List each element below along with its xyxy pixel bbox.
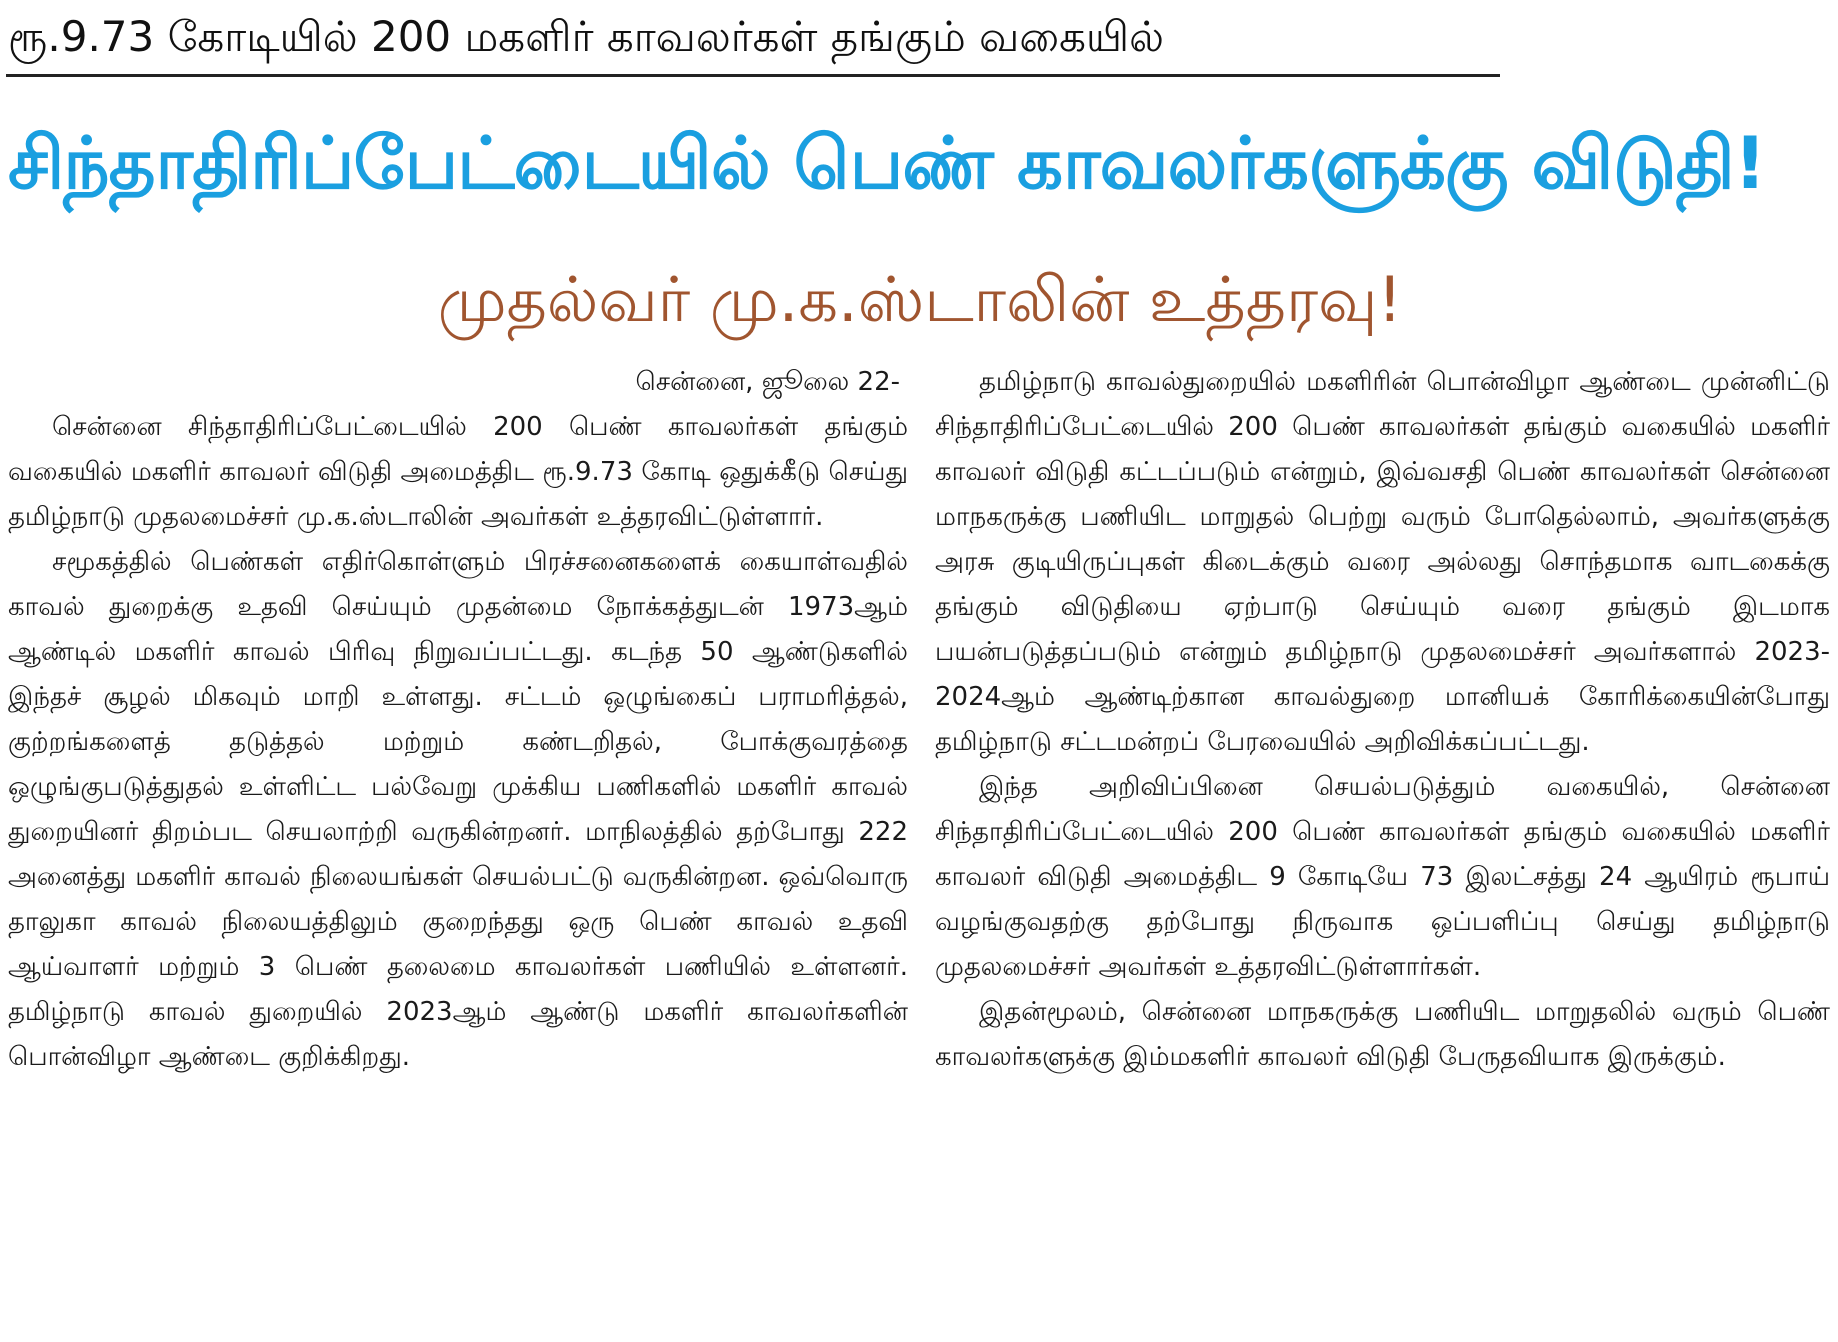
body-paragraph: சமூகத்தில் பெண்கள் எதிர்கொள்ளும் பிரச்சனைகளைக் கையாள்வதில் காவல் துறைக்கு உதவி செய்யும் முதன்மை நோக்கத்துடன் 1973ஆம் ஆண்டில் மகளிர் காவல் பிரிவு நிறுவப்பட்டது. கடந்த 50 ஆண்டுகளில் இந்தச் சூழல் மிகவும் மாறி உள்ளது. சட்டம் ஒழுங்கைப் பராமரித்தல், குற்றங்களைத் தடுத்தல் மற்றும் கண்டறிதல், போக்குவரத்தை ஒழுங்குபடுத்துதல் உள்ளிட்ட பல்வேறு முக்கிய பணிகளில் மகளிர் காவல் துறையினர் திறம்பட செயலாற்றி வருகின்றனர். மாநிலத்தில் தற்போது 222 அனைத்து மகளிர் காவல் நிலையங்கள் செயல்பட்டு வருகின்றன. ஒவ்வொரு தாலுகா காவல் நிலையத்திலும் குறைந்தது ஒரு பெண் காவல் உதவி ஆய்வாளர் மற்றும் 3 பெண் தலைமை காவலர்கள் பணியில் உள்ளனர். தமிழ்நாடு காவல் துறையில் 2023ஆம் ஆண்டு மகளிர் காவலர்களின் பொன்விழா ஆண்டை குறிக்கிறது. xyxy=(8,547,908,1072)
body-paragraph: சென்னை சிந்தாதிரிப்பேட்டையில் 200 பெண் காவலர்கள் தங்கும் வகையில் மகளிர் காவலர் விடுதி அமைத்திட ரூ.9.73 கோடி ஒதுக்கீடு செய்து தமிழ்நாடு முதலமைச்சர் மு.க.ஸ்டாலின் அவர்கள் உத்தரவிட்டுள்ளார். xyxy=(8,412,908,532)
body-paragraph: தமிழ்நாடு காவல்துறையில் மகளிரின் பொன்விழா ஆண்டை முன்னிட்டு சிந்தாதிரிப்பேட்டையில் 200 பெண் காவலர்கள் தங்கும் வகையில் மகளிர் காவலர் விடுதி கட்டப்படும் என்றும், இவ்வசதி பெண் காவலர்கள் சென்னை மாநகருக்கு பணியிட மாறுதல் பெற்று வரும் போதெல்லாம், அவர்களுக்கு அரசு குடியிருப்புகள் கிடைக்கும் வரை அல்லது சொந்தமாக வாடகைக்கு தங்கும் விடுதியை ஏற்பாடு செய்யும் வரை தங்கும் இடமாக பயன்படுத்தப்படும் என்றும் தமிழ்நாடு முதலமைச்சர் அவர்களால் 2023-2024ஆம் ஆண்டிற்கான காவல்துறை மானியக் கோரிக்கையின்போது தமிழ்நாடு சட்டமன்றப் பேரவையில் அறிவிக்கப்பட்டது. xyxy=(935,367,1830,757)
dateline: சென்னை, ஜூலை 22- xyxy=(635,367,900,397)
body-paragraph: இந்த அறிவிப்பினை செயல்படுத்தும் வகையில், சென்னை சிந்தாதிரிப்பேட்டையில் 200 பெண் காவலர்கள் தங்கும் வகையில் மகளிர் காவலர் விடுதி அமைத்திட 9 கோடியே 73 இலட்சத்து 24 ஆயிரம் ரூபாய் வழங்குவதற்கு தற்போது நிருவாக ஒப்பளிப்பு செய்து தமிழ்நாடு முதலமைச்சர் அவர்கள் உத்தரவிட்டுள்ளார்கள். xyxy=(935,772,1830,982)
left-column xyxy=(8,360,908,1335)
kicker-line: ரூ.9.73 கோடியில் 200 மகளிர் காவலர்கள் தங்கும் வகையில் xyxy=(8,12,1164,61)
body-paragraph: இதன்மூலம், சென்னை மாநகருக்கு பணியிட மாறுதலில் வரும் பெண் காவலர்களுக்கு இம்மகளிர் காவலர் விடுதி பேருதவியாக இருக்கும். xyxy=(935,997,1830,1072)
subheadline: முதல்வர் மு.க.ஸ்டாலின் உத்தரவு! xyxy=(437,263,1403,336)
right-column xyxy=(935,360,1830,1335)
kicker-underline xyxy=(6,74,1500,77)
headline: சிந்தாதிரிப்பேட்டையில் பெண் காவலர்களுக்கு விடுதி! xyxy=(8,121,1766,205)
